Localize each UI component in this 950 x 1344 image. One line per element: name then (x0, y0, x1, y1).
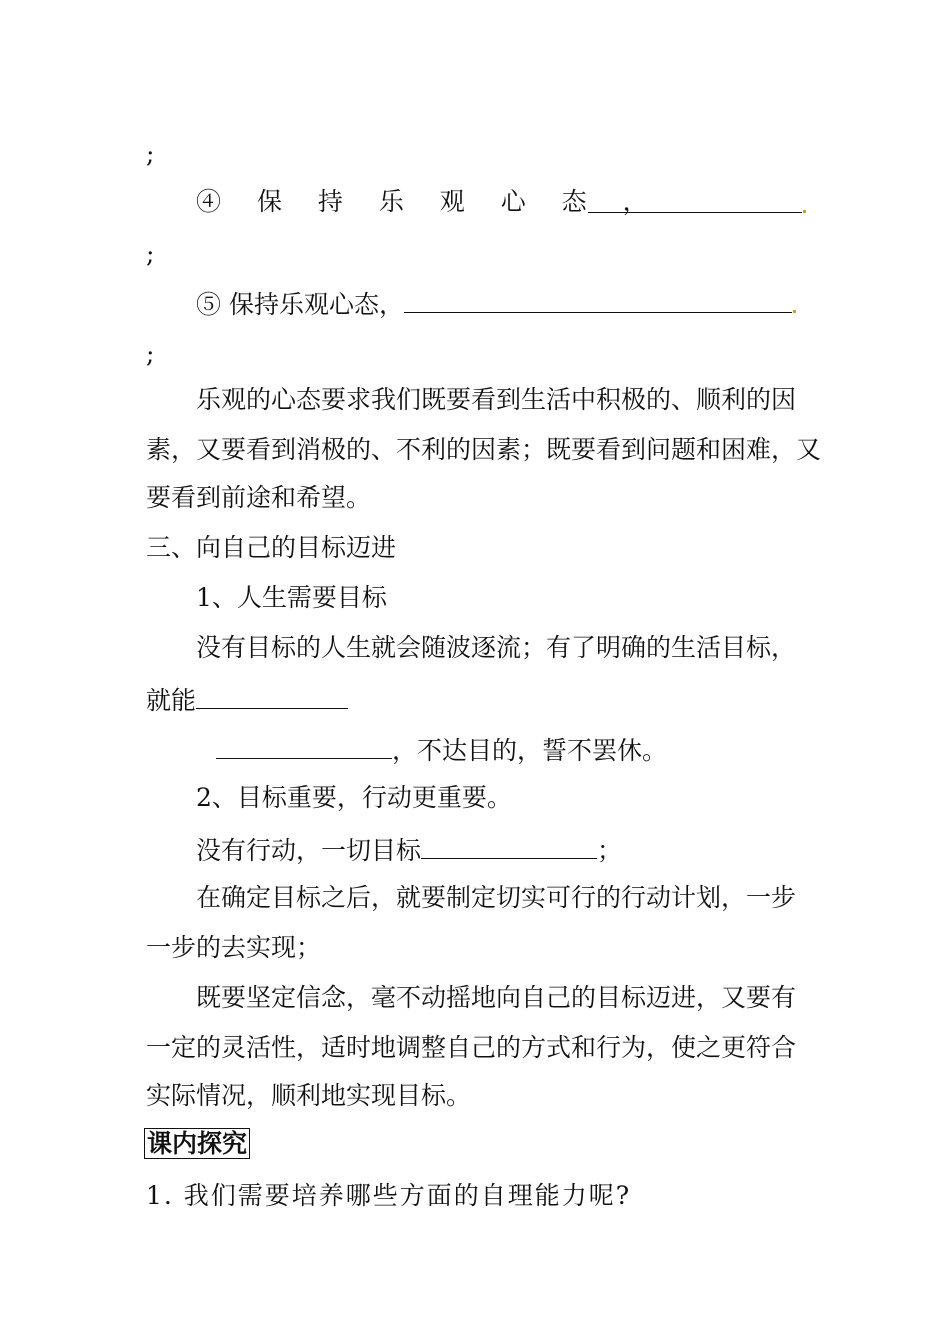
dot-mark (793, 310, 796, 313)
paragraph-line: 一定的灵活性，适时地调整自己的方式和行为，使之更符合 (146, 1033, 797, 1062)
section-heading: 三、向自己的目标迈进 (146, 533, 397, 562)
dot-mark (803, 210, 806, 213)
paragraph-line (196, 832, 622, 867)
question-line: 1. 我们需要培养哪些方面的自理能力呢? (146, 1181, 632, 1210)
paragraph-line: 乐观的心态要求我们既要看到生活中积极的、顺利的因 (196, 385, 797, 414)
text-fragment: ； (597, 836, 623, 865)
blank-line (216, 732, 392, 759)
text-line (196, 286, 796, 321)
text-fragment: 没有行动，一切目标 (196, 836, 422, 865)
paragraph-line: 要看到前途和希望。 (146, 483, 372, 512)
section-title-box: 课内探究 (144, 1128, 250, 1159)
paragraph-line (216, 732, 667, 767)
paragraph-line: 既要坚定信念，毫不动摇地向自己的目标迈进，又要有 (196, 983, 797, 1012)
fill-in-blank (588, 186, 806, 221)
section-title (144, 1128, 250, 1160)
paragraph-line: 在确定目标之后，就要制定切实可行的行动计划，一步 (196, 883, 797, 912)
blank-line (588, 186, 802, 213)
text-line: ④ 保 持 乐 观 心 态 ， (196, 187, 662, 216)
text-line: ⑤ 保持乐观心态， (196, 290, 404, 319)
blank-line (421, 832, 597, 859)
blank-line (196, 682, 348, 709)
paragraph-line: 没有目标的人生就会随波逐流；有了明确的生活目标， (196, 633, 797, 662)
text-fragment: ，不达目的，誓不罢休。 (392, 736, 668, 765)
text-line: ; (146, 339, 155, 368)
paragraph-line: 素，又要看到消极的、不利的因素；既要看到问题和困难，又 (146, 435, 822, 464)
text-fragment: 就能 (146, 686, 197, 715)
subheading: 2、目标重要，行动更重要。 (196, 783, 512, 812)
paragraph-line: 一步的去实现； (146, 933, 322, 962)
subheading: 1、人生需要目标 (196, 583, 387, 612)
blank-line (404, 286, 792, 313)
text-line: ; (146, 139, 155, 168)
paragraph-line (146, 682, 348, 717)
paragraph-line: 实际情况，顺利地实现目标。 (146, 1081, 472, 1110)
text-line: ; (146, 239, 155, 268)
